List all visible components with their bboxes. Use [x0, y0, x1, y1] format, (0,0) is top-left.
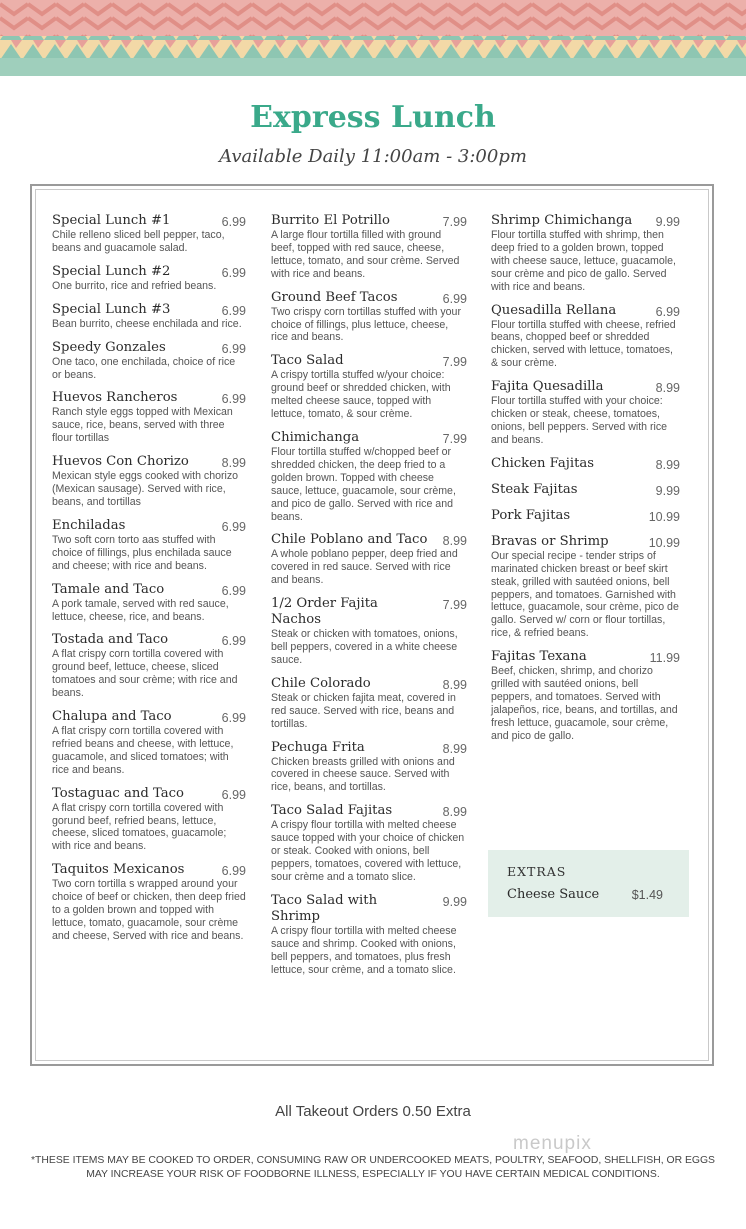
menu-item-name: Chile Colorado — [271, 675, 371, 691]
menu-item-description: Ranch style eggs topped with Mexican sauce, rice, beans, served with three flour tortillas — [52, 406, 233, 445]
menu-item-description: A flat crispy corn tortilla covered with refried beans and cheese, with lettuce, guacamole, and sliced tomatoes; with rice and beans. — [52, 725, 234, 776]
menu-item-name: Special Lunch #2 — [52, 263, 171, 279]
menu-item-name: Taquitos Mexicanos — [52, 862, 185, 878]
menu-item — [271, 532, 467, 587]
menu-item — [52, 454, 246, 509]
menu-item-name: Tamale and Taco — [52, 581, 165, 597]
extras-item-name: Cheese Sauce — [507, 887, 600, 902]
menu-item-name: Tostada and Taco — [52, 632, 169, 648]
menu-item-description: Two soft corn torto aas stuffed with choice of fillings, plus enchilada sauce and cheese; with rice and beans. — [52, 533, 232, 572]
menu-item-name: Steak Fajitas — [491, 481, 578, 497]
menu-item — [271, 740, 467, 795]
takeout-note: All Takeout Orders 0.50 Extra — [275, 1103, 471, 1120]
menu-item — [271, 803, 467, 884]
menu-item-price: 10.99 — [648, 535, 680, 550]
menu-item-price: 6.99 — [221, 303, 246, 318]
menu-column-2 — [271, 213, 467, 985]
menu-item-price: 7.99 — [442, 215, 467, 229]
menu-item-name: Shrimp Chimichanga — [491, 213, 633, 228]
extras-item-price: $1.49 — [631, 888, 663, 902]
menu-item-description: Flour tortilla stuffed with cheese, refried beans, chopped beef or shredded chicken, served with lettuce, tomatoes, & sour crème. — [491, 318, 676, 370]
menu-item-price: 6.99 — [655, 304, 680, 319]
menu-item-name: Special Lunch #1 — [52, 213, 171, 228]
menu-item-price: 6.99 — [221, 265, 246, 280]
menu-item-price: 8.99 — [442, 677, 467, 692]
menu-item-description: A large flour tortilla filled with ground beef, topped with red sauce, cheese, lettuce, tomato, and sour crème. Served with rice and beans. — [271, 229, 460, 280]
menu-item — [52, 709, 246, 777]
menu-item-price: 8.99 — [442, 741, 467, 756]
menu-item — [52, 213, 246, 255]
menu-item-name: Burrito El Potrillo — [271, 213, 390, 228]
menu-item-name: Taco Salad with Shrimp — [271, 892, 378, 924]
menu-item — [52, 264, 246, 293]
menu-item-name: Ground Beef Tacos — [271, 289, 398, 305]
menu-item-name: Chicken Fajitas — [491, 455, 595, 471]
menu-item-price: 6.99 — [221, 634, 246, 649]
menu-item-name: Bravas or Shrimp — [491, 533, 609, 549]
menu-item-description: Chile relleno sliced bell pepper, taco, beans and guacamole salad. — [52, 229, 225, 254]
menu-item-name: Huevos Con Chorizo — [52, 454, 189, 470]
menu-item-description: Flour tortilla stuffed w/chopped beef or shredded chicken, the deep fried to a golden brown. Topped with cheese sauce, lettuce, guacamole, sour crème, and pico de gallo. Served with rice and beans. — [271, 445, 456, 523]
menu-item-name: Quesadilla Rellana — [491, 302, 617, 318]
menu-item — [52, 390, 246, 445]
menu-item-name: Enchiladas — [52, 517, 126, 533]
menu-item-name: Chimichanga — [271, 429, 360, 445]
menu-item — [52, 786, 246, 854]
menu-item-description: A crispy flour tortilla with melted cheese sauce and shrimp. Cooked with onions, bell peppers, and tomatoes, plus fresh lettuce, sour crème, and a tomato slice. — [271, 924, 457, 976]
menu-item-price: 9.99 — [655, 215, 680, 229]
menu-item-price: 11.99 — [649, 651, 680, 666]
menu-item — [52, 518, 246, 573]
menu-item-description: Two corn tortilla s wrapped around your choice of beef or chicken, then deep fried to a golden brown and topped with lettuce, tomato, guacamole, sour crème and cheese, Served with rice and beans. — [52, 878, 246, 942]
menu-item-price: 7.99 — [442, 431, 467, 446]
menu-item — [52, 862, 246, 943]
menu-item — [491, 303, 680, 371]
menu-item-name: Pechuga Frita — [271, 739, 365, 755]
menu-item-price: 8.99 — [442, 534, 467, 549]
menu-item-description: Bean burrito, cheese enchilada and rice. — [52, 317, 242, 330]
menu-item-price: 6.99 — [221, 519, 246, 534]
menu-item-price: 6.99 — [221, 583, 246, 598]
menu-item-description: Beef, chicken, shrimp, and chorizo grilled with sautéed onions, bell peppers, and tomatoes. Served with jalapeños, rice, beans, and tortillas, and fresh lettuce, guacamole, sour crème, and pico de gallo. — [491, 665, 678, 742]
menu-item-price: 9.99 — [655, 483, 680, 498]
menu-item-description: Flour tortilla stuffed with shrimp, then deep fried to a golden brown, topped with cheese sauce, lettuce, guacamole, sour crème and pico de gallo. Served with rice and beans. — [491, 229, 676, 293]
menu-item-price: 7.99 — [442, 355, 467, 370]
page-title: Express Lunch — [250, 100, 496, 135]
menu-item — [271, 430, 467, 523]
menu-item-name: Chile Poblano and Taco — [271, 532, 428, 548]
menu-item-name: Taco Salad Fajitas — [271, 803, 393, 819]
menu-column-1 — [52, 213, 246, 952]
menu-item — [271, 353, 467, 421]
menu-item-description: A crispy tortilla stuffed w/your choice: ground beef or shredded chicken, with melted cheese sauce, topped with lettuce, tomato, & sour crème. — [271, 369, 451, 421]
menu-item-name: Fajitas Texana — [491, 649, 587, 665]
menu-column-3 — [491, 213, 680, 752]
menu-item — [491, 508, 680, 524]
menu-item-description: Mexican style eggs cooked with chorizo (Mexican sausage). Served with rice, beans, and tortillas — [52, 470, 239, 508]
hours-subtitle: Available Daily 11:00am - 3:00pm — [219, 146, 527, 167]
menu-item-description: A pork tamale, served with red sauce, lettuce, cheese, rice, and beans. — [52, 597, 229, 623]
menu-item — [52, 632, 246, 700]
menu-item-price: 6.99 — [221, 392, 246, 407]
menu-item-name: Chalupa and Taco — [52, 709, 172, 725]
menu-item-name: Special Lunch #3 — [52, 301, 171, 317]
menu-item-price: 8.99 — [655, 457, 680, 472]
menu-item-description: A crispy flour tortilla with melted cheese sauce topped with your choice of chicken or steak. Cooked with onions, bell peppers, tomatoes, covered with lettuce, sour crème and a tomato slice. — [271, 819, 465, 883]
menu-item-price: 6.99 — [221, 215, 246, 229]
menu-item-price: 9.99 — [442, 894, 467, 909]
watermark: menupix — [513, 1133, 592, 1154]
menu-item-description: Steak or chicken with tomatoes, onions, bell peppers, covered in a white cheese sauce. — [271, 628, 458, 666]
menu-item-price: 6.99 — [442, 291, 467, 306]
menu-item-description: A flat crispy corn tortilla covered with ground beef, lettuce, cheese, sliced tomatoes and sour crème; with rice and beans. — [52, 648, 238, 700]
menu-item — [491, 482, 680, 498]
menu-item-name: Taco Salad — [271, 353, 344, 369]
menu-item-description: One taco, one enchilada, choice of rice or beans. — [52, 355, 236, 381]
menu-item-price: 7.99 — [442, 598, 467, 613]
menu-item-name: Tostaguac and Taco — [52, 785, 184, 801]
menu-item-price: 10.99 — [648, 509, 680, 524]
menu-item — [52, 340, 246, 382]
menu-item-price: 6.99 — [221, 864, 246, 879]
menu-item — [271, 596, 467, 667]
menu-item-name: 1/2 Order Fajita Nachos — [271, 596, 378, 628]
menu-item-price: 8.99 — [221, 456, 246, 471]
menu-item — [491, 534, 680, 640]
menu-item-description: Our special recipe - tender strips of marinated chicken breast or beef skirt steak, grilled with sautéed onions, bell peppers, and tomatoes. Garnished with lettuce, guacamole, sour crème, pico de gallo. Served w/ corn or flour tortillas, rice, & refried beans. — [491, 549, 679, 640]
menu-item-price: 6.99 — [221, 711, 246, 726]
decorative-banner — [0, 0, 746, 76]
menu-item-description: Flour tortilla stuffed with your choice: chicken or steak, cheese, tomatoes, onions, bell peppers. Served with rice and beans. — [491, 395, 668, 446]
menu-item — [52, 302, 246, 331]
menu-item — [52, 582, 246, 624]
menu-item — [271, 893, 467, 977]
menu-item — [491, 456, 680, 472]
menu-item-name: Huevos Rancheros — [52, 390, 178, 406]
menu-item-price: 6.99 — [221, 341, 246, 356]
menu-item-name: Fajita Quesadilla — [491, 379, 604, 395]
menu-item-description: A flat crispy corn tortilla covered with gorund beef, refried beans, lettuce, cheese, sliced tomatoes, guacamole; with rice and beans. — [52, 801, 227, 853]
menu-item — [491, 649, 680, 742]
menu-item-description: One burrito, rice and refried beans. — [52, 279, 217, 292]
menu-item-description: Steak or chicken fajita meat, covered in red sauce. Served with rice, beans and tortillas. — [271, 691, 456, 730]
extras-box — [488, 850, 689, 917]
menu-item-description: Two crispy corn tortillas stuffed with your choice of fillings, plus lettuce, cheese, rice and beans. — [271, 305, 461, 344]
extras-title: EXTRAS — [507, 864, 567, 879]
menu-item — [271, 676, 467, 731]
menu-item-price: 6.99 — [221, 787, 246, 802]
menu-item — [491, 379, 680, 447]
menu-item-price: 8.99 — [442, 805, 467, 820]
menu-item-name: Pork Fajitas — [491, 507, 571, 523]
menu-item — [271, 290, 467, 345]
menu-item-name: Speedy Gonzales — [52, 339, 166, 355]
menu-item — [491, 213, 680, 294]
menu-item-price: 8.99 — [655, 381, 680, 396]
menu-item-description: A whole poblano pepper, deep fried and covered in red sauce. Served with rice and beans. — [271, 548, 458, 587]
menu-item — [271, 213, 467, 281]
menu-item-description: Chicken breasts grilled with onions and covered in cheese sauce. Served with rice, beans, and tortillas. — [271, 755, 455, 794]
health-disclaimer: *THESE ITEMS MAY BE COOKED TO ORDER, CONSUMING RAW OR UNDERCOOKED MEATS, POULTRY, SEAFOOD, SHELLFISH, OR EGGS MAY INCREASE YOUR RISK OF FOODBORNE ILLNESS, ESPECIALLY IF YOU HAVE CERTAIN MEDICAL CONDITIONS. — [31, 1155, 715, 1180]
